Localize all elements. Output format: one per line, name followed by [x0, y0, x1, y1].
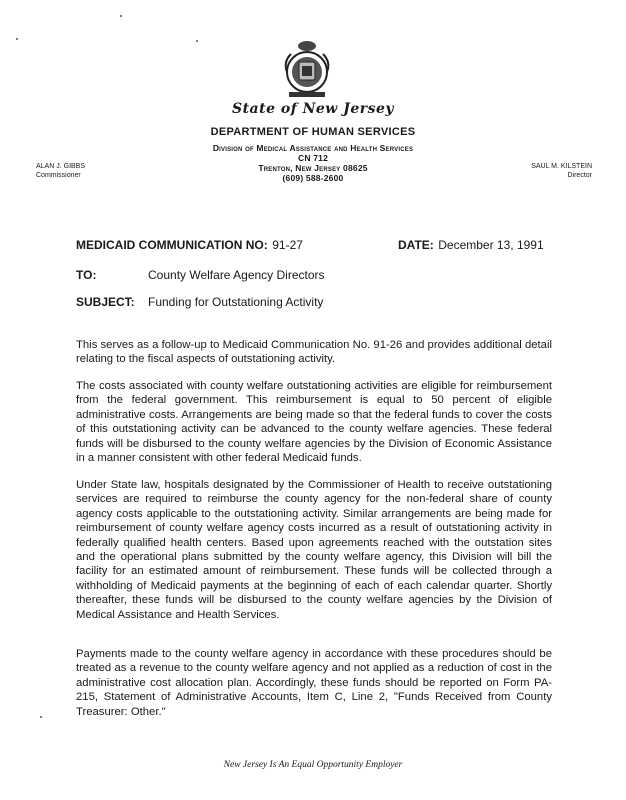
date-label: DATE:	[398, 238, 434, 252]
to-value: County Welfare Agency Directors	[148, 268, 325, 282]
date-value: December 13, 1991	[438, 238, 544, 252]
director-title: Director	[567, 172, 592, 179]
scan-speck	[40, 716, 42, 718]
commissioner-title: Commissioner	[36, 172, 81, 179]
commissioner-name: ALAN J. GIBBS	[36, 163, 86, 170]
footer-text: New Jersey Is An Equal Opportunity Employer	[223, 760, 403, 770]
department-name: DEPARTMENT OF HUMAN SERVICES	[210, 126, 416, 138]
scan-speck	[120, 15, 122, 17]
director-name: SAUL M. KILSTEIN	[531, 163, 592, 170]
to-label: TO:	[76, 268, 97, 282]
state-name: State of New Jersey	[231, 101, 395, 117]
subject-label: SUBJECT:	[76, 295, 135, 309]
city-address: Trenton, New Jersey 08625	[258, 163, 368, 173]
state-seal-icon	[281, 38, 333, 100]
body-paragraph: Payments made to the county welfare agency in accordance with these procedures should be treated as a revenue to the county welfare agency and not applied as a reduction of cost in the administrative cost allocation plan. Accordingly, these funds should be reported on Form PA-215, Statement of Administrative Accounts, Item C, Line 2, "Funds Received from County Treasurer: Other."	[76, 648, 552, 718]
box-number: CN 712	[297, 153, 329, 163]
body-paragraph: Under State law, hospitals designated by the Commissioner of Health to receive outstationing services are required to reimburse the county agency for the non-federal share of county agency costs applicable to the outstationing activity. Similar arrangements are being made for reimbursement of county welfare agency costs incurred as a result of outstationing activity in federally qualified health centers. Based upon agreements reached with the outstation sites and the operational plans submitted by the county welfare agency, this Division will bill the facility for an estimated amount of reimbursement. These funds will be collected through a withholding of Medicaid payments at the beginning of each of each calendar quarter. Shortly thereafter, these funds will be disbursed to the county welfare agencies by the Division of Medical Assistance and Health Services.	[76, 479, 552, 621]
body-paragraph: The costs associated with county welfare outstationing activities are eligible for reimbursement from the federal government. This reimbursement is equal to 50 percent of eligible administrative costs. Arrangements are being made so that the federal funds to cover the costs of this outstationing activity can be advanced to the county welfare agencies. These federal funds will be disbursed to the county welfare agencies by the Division of Economic Assistance in a manner consistent with other federal Medicaid funds.	[76, 380, 552, 465]
scan-speck	[16, 38, 18, 40]
communication-label: MEDICAID COMMUNICATION NO:	[76, 238, 268, 252]
phone-number: (609) 588-2600	[282, 173, 344, 183]
scan-speck	[196, 40, 198, 42]
communication-number: 91-27	[272, 238, 303, 252]
director-block	[500, 162, 592, 180]
commissioner-block	[36, 162, 85, 180]
subject-value: Funding for Outstationing Activity	[148, 295, 324, 309]
division-name: Division of Medical Assistance and Health Services	[212, 143, 414, 153]
communication-line	[76, 236, 303, 254]
body-paragraph: This serves as a follow-up to Medicaid Communication No. 91-26 and provides additional detail relating to the fiscal aspects of outstationing activity.	[76, 339, 552, 366]
date-line	[398, 236, 544, 254]
